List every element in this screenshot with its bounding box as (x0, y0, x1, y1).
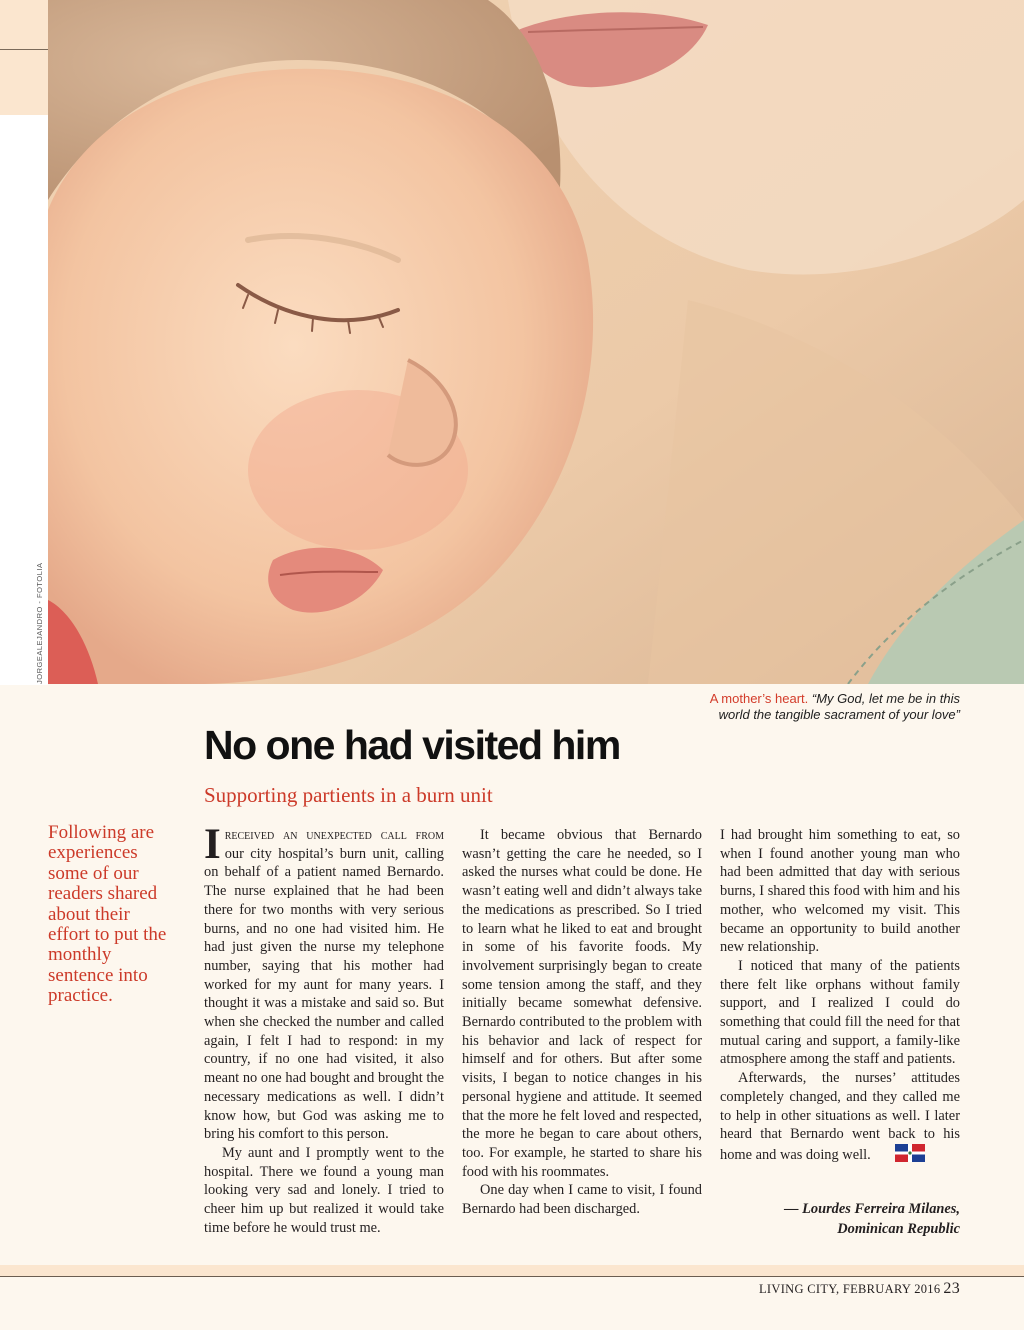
dominican-flag-icon (877, 1144, 925, 1168)
drop-cap: I (204, 821, 221, 868)
paragraph: I noticed that many of the patients there felt like orphans without family support, and I realized I could do something that could fill the need for that mutual caring and support, a family-like atmosphere among the staff and patients. (720, 957, 960, 1068)
body-column-1 (204, 821, 444, 1237)
photo-caption (680, 691, 960, 723)
photo-credit: JORGEALEJANDRO - FOTOLIA (35, 562, 44, 684)
caption-quote: “My God, let me be in this world the tangible sacrament of your love” (718, 691, 960, 722)
paragraph (720, 1069, 960, 1168)
paragraph-text: Afterwards, the nurses’ attitudes completely changed, and they called me to help in other situations as well. I later heard that Bernardo went back to his home and was doing well. (720, 1070, 960, 1163)
folio (759, 1280, 960, 1298)
footer-band (0, 1265, 1024, 1276)
author-signature (784, 1199, 960, 1239)
paragraph: One day when I came to visit, I found Bernardo had been discharged. (462, 1182, 702, 1218)
lead-in: received an unexpected call from (224, 827, 444, 843)
paragraph: I had brought him something to eat, so when I found another young man who had been admitted that day with serious burns, I shared this food with him and his mother, who welcomed my visit. This became an opportunity to build another new relationship. (720, 827, 960, 956)
body-column-3 (720, 826, 960, 1168)
paragraph: It became obvious that Bernardo wasn’t getting the care he needed, so I asked the nurses what could be done. He wasn’t eating well and didn’t always take the medications as prescribed. So I tried to learn what he liked to eat and brought in some of his favorite foods. My involvement surprisingly began to create some tension among the staff, and they initially became somewhat defensive. Bernardo contributed to the problem with his behavior and lack of respect for himself and for others. But after some visits, I began to notice changes in his personal hygiene and attitude. It seemed that the more he felt loved and respected, the more he began to care about others, too. For example, he started to share his food with his roommates. (462, 827, 702, 1180)
hero-photo (48, 0, 1024, 684)
left-margin-band (0, 0, 48, 115)
article-title: No one had visited him (204, 722, 620, 768)
author-name: — Lourdes Ferreira Milanes, (784, 1201, 960, 1217)
intro-blurb: Following are experiences some of our readers shared about their effort to put the monthly sentence into practice. (48, 822, 167, 1007)
article-subtitle: Supporting partients in a burn unit (204, 783, 493, 807)
magazine-issue: LIVING CITY, FEBRUARY 2016 (758, 1282, 941, 1296)
body-column-2 (462, 826, 702, 1219)
page-number: 23 (943, 1280, 960, 1297)
caption-lead: A mother’s heart. (709, 691, 809, 706)
left-margin-rule (0, 49, 48, 50)
footer-rule (0, 1276, 1024, 1277)
mother-and-baby-illustration (48, 0, 1024, 684)
paragraph (204, 821, 444, 1144)
paragraph: My aunt and I promptly went to the hospital. There we found a young man looking very sad and lonely. I tried to cheer him up but realized it would take time before he would trust me. (204, 1144, 444, 1236)
paragraph-text: our city hospital’s burn unit, calling on behalf of a patient named Bernardo. The nurse explained that he had been there for two months with very serious burns, and no one had visited him. He had just given the nurse my telephone number, saying that his mother had worked for my aunt for many years. I thought it was a mistake and said so. But when she checked the number and called again, I felt I had to respond: in my country, if no one had visited, it also meant no one had bought and brought the necessary medications as well. I didn’t know how, but God was asking me to bring his comfort to this person. (204, 845, 444, 1143)
author-country: Dominican Republic (837, 1221, 960, 1237)
